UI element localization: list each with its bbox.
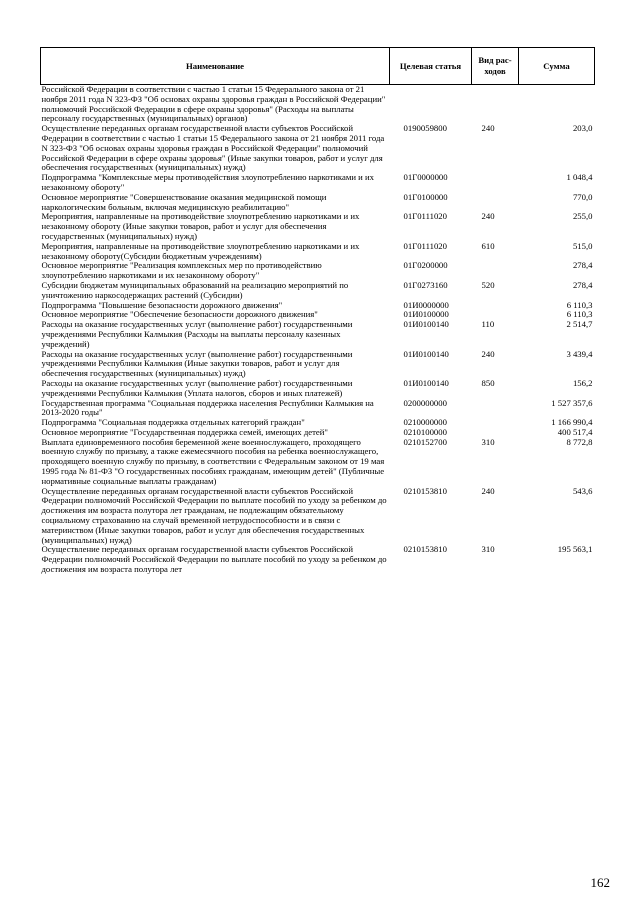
page-number: 162 [590,875,610,890]
row-type [472,193,519,213]
row-name: Расходы на оказание государственных услуг (выполнение работ) государственными учреждениями Республики Калмыкия (Расходы на выплаты персоналу казенных учреждений) [41,319,353,349]
table-row [41,281,595,301]
row-sum: 255,0 [572,211,593,222]
row-type [472,173,519,193]
row-code [390,85,472,125]
table-row [41,399,595,419]
header-sum: Сумма [519,48,595,85]
row-code: 01Г0111020 [403,211,447,222]
header-type: Вид рас-ходов [472,48,519,85]
row-name: Основное мероприятие "Реализация комплексных мер по противодействию злоупотреблению наркотиками и их незаконному обороту" [41,260,322,281]
table-row [41,173,595,193]
row-code: 0210100000 [403,426,447,437]
row-code: 0210000000 [403,417,447,428]
row-name: Основное мероприятие "Обеспечение безопасности дорожного движения" [41,309,318,320]
row-code: 0190059800 [403,123,447,134]
row-type: 240 [481,211,495,222]
row-code: 01Г0000000 [403,172,448,183]
row-type: 110 [481,319,495,330]
row-code: 0200000000 [403,397,447,408]
row-sum: 2 514,7 [566,319,593,330]
row-sum: 515,0 [572,240,593,251]
row-name: Субсидии бюджетам муниципальных образований на реализацию мероприятий по уничтожению наркосодержащих растений (Субсидии) [41,279,349,300]
row-sum: 6 110,3 [566,309,593,320]
row-type [472,261,519,281]
row-code: 01Г0100000 [403,191,448,202]
row-sum: 400 517,4 [557,426,593,437]
row-type [472,310,519,320]
row-sum: 1 048,4 [566,172,593,183]
row-type: 310 [481,436,495,447]
row-sum: 8 772,8 [566,436,593,447]
row-code: 01И0100140 [403,348,449,359]
row-code: 0210152700 [403,436,447,447]
row-sum: 156,2 [572,377,593,388]
row-type: 520 [481,279,495,290]
row-name: Расходы на оказание государственных услуг (выполнение работ) государственными учреждениями Республики Калмыкия (Уплата налогов, сборов и иных платежей) [41,377,353,398]
row-sum [519,85,595,125]
row-type: 240 [481,485,495,496]
row-type [472,301,519,311]
table-row [41,438,595,487]
row-sum: 3 439,4 [566,348,593,359]
row-code: 01И0000000 [403,299,449,310]
row-sum: 6 110,3 [566,299,593,310]
row-code: 0210153810 [403,544,447,555]
row-type: 610 [481,240,495,251]
budget-table [40,47,595,575]
row-name: Подпрограмма "Социальная поддержка отдельных категорий граждан" [41,417,305,428]
table-row [41,350,595,379]
row-type [472,418,519,428]
row-sum: 1 527 357,6 [551,397,593,408]
row-code: 01Г0200000 [403,260,448,271]
table-row [41,242,595,262]
row-type [472,428,519,438]
table-row [41,212,595,241]
row-name: Основное мероприятие "Государственная поддержка семей, имеющих детей" [41,426,328,437]
table-row [41,124,595,173]
row-sum: 278,4 [572,260,593,271]
row-code: 01И0100140 [403,319,449,330]
row-code: 0210153810 [403,485,447,496]
row-code: 01И0100000 [403,309,449,320]
table-row [41,487,595,546]
table-header [41,48,595,85]
row-code: 01Г0273160 [403,279,448,290]
table-row [41,261,595,281]
table-row [41,545,595,574]
row-sum: 1 166 990,4 [551,417,593,428]
row-type [472,399,519,419]
row-sum: 203,0 [572,123,593,134]
row-type: 310 [481,544,495,555]
row-type: 240 [481,348,495,359]
row-name: Осуществление переданных органам государственной власти субъектов Российской Федерации полномочий Российской Федерации по выплате пособий по уходу за ребенком до достижения им возраста полутора лет [41,544,387,575]
table-row [41,193,595,213]
row-name: Выплата единовременного пособия беременной жене военнослужащего, проходящего военную службу по призыву, а также ежемесячного пособия на ребенка военнослужащего, проходящего военную службу по призыву, в соответствии с Федеральным законом от 19 мая 1995 года № 81-ФЗ "О государственных пособиях гражданам, имеющим детей" (Публичные нормативные социальные выплаты гражданам) [41,436,385,486]
row-name: Подпрограмма "Повышение безопасности дорожного движения" [41,299,283,310]
row-name: Основное мероприятие "Совершенствование оказания медицинской помощи наркологическим больным, включая медицинскую реабилитацию" [41,191,327,212]
row-name: Российской Федерации в соответствии с частью 1 статьи 15 Федерального закона от 21 ноября 2011 года N 323-ФЗ "Об основах охраны здоровья граждан в Российской Федерации" полномочий Российской Федерации в сфере охраны здоровья" (Расходы на выплаты персоналу государственных (муниципальных) органов) [41,84,386,124]
row-name: Мероприятия, направленные на противодействие злоупотреблению наркотиками и их незаконному обороту(Субсидии бюджетным учреждениям) [41,240,360,261]
row-type: 240 [481,123,495,134]
row-name: Подпрограмма "Комплексные меры противодействия злоупотреблению наркотиками и их незаконному обороту" [41,172,374,192]
row-code: 01Г0111020 [403,240,447,251]
table-body [41,85,595,575]
table-row [41,379,595,399]
row-sum: 543,6 [572,485,593,496]
row-name: Мероприятия, направленные на противодействие злоупотреблению наркотиками и их незаконному обороту (Иные закупки товаров, работ и услуг для обеспечения государственных (муниципальных) нужд) [41,211,360,241]
row-name: Расходы на оказание государственных услуг (выполнение работ) государственными учреждениями Республики Калмыкия (Иные закупки товаров, работ и услуг для обеспечения государственных (муниципальных) нужд) [41,348,353,379]
row-name: Осуществление переданных органам государственной власти субъектов Российской Федерации полномочий Российской Федерации по выплате пособий по уходу за ребенком до достижения им возраста полутора лет гражданам, не подлежащим обязательному социальному страхованию на случай временной нетрудоспособности и в связи с материнством (Иные закупки товаров, работ и услуг для обеспечения государственных (муниципальных) нужд) [41,485,387,545]
row-name: Осуществление переданных органам государственной власти субъектов Российской Федерации в соответствии с частью 1 статьи 15 Федерального закона от 21 ноября 2011 года N 323-ФЗ "Об основах охраны здоровья граждан в Российской Федерации" полномочий Российской Федерации в сфере охраны здоровья" (Иные закупки товаров, работ и услуг для обеспечения государственных (муниципальных) нужд) [41,123,385,173]
row-name: Государственная программа "Социальная поддержка населения Республики Калмыкия на 2013-2020 годы" [41,397,374,418]
table-row [41,85,595,125]
row-sum: 770,0 [572,191,593,202]
header-code: Целевая статья [390,48,472,85]
table-row [41,320,595,349]
row-type: 850 [481,377,495,388]
row-type [472,85,519,125]
row-sum: 278,4 [572,279,593,290]
row-code: 01И0100140 [403,377,449,388]
header-name: Наименование [41,48,390,85]
row-sum: 195 563,1 [557,544,593,555]
